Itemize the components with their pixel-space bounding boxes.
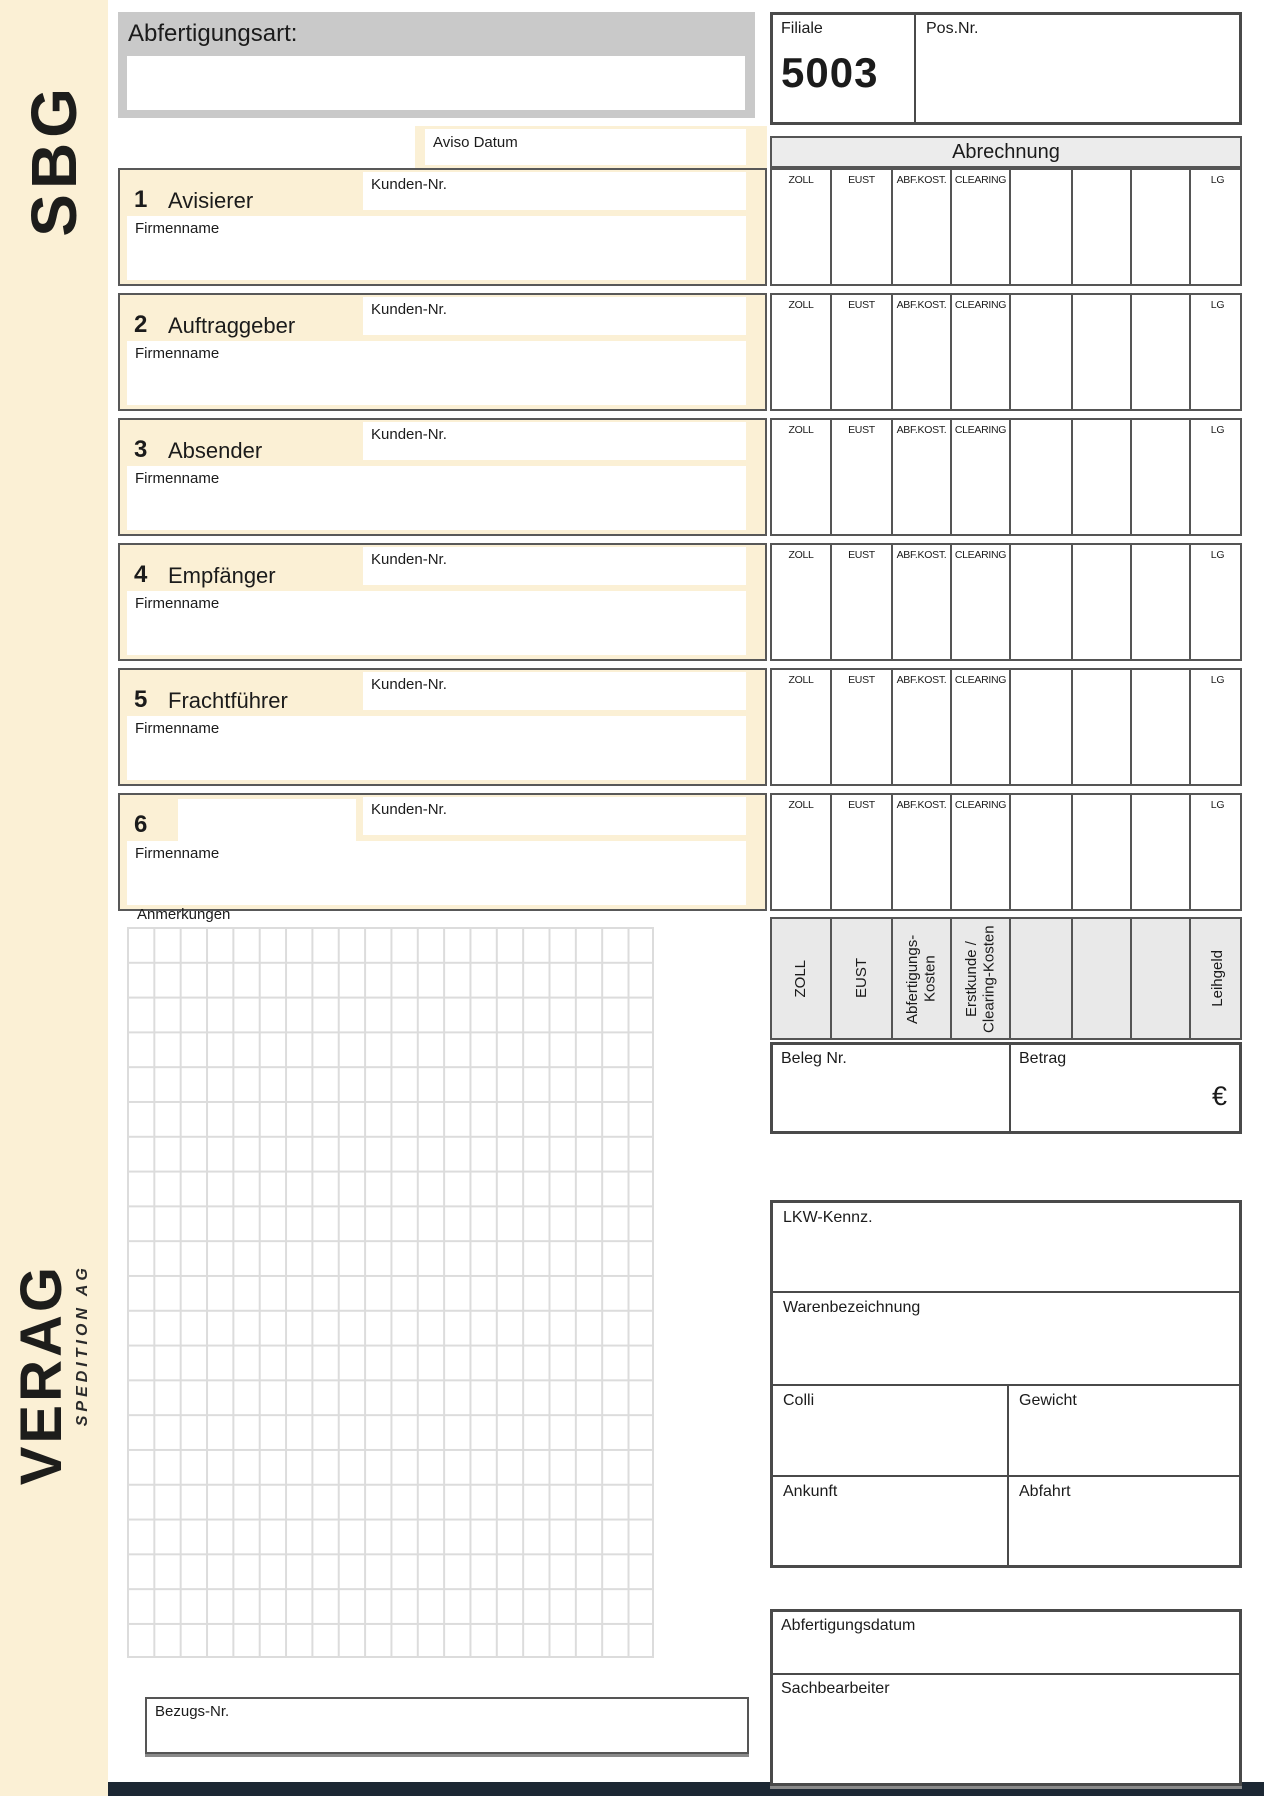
lkw-kennz-input[interactable] xyxy=(773,1203,1239,1293)
abrechnung-cell[interactable] xyxy=(1130,795,1189,909)
abrechnung-cell[interactable] xyxy=(1071,670,1130,784)
kunden-nr-label: Kunden-Nr. xyxy=(371,801,447,818)
abrechnung-cell[interactable]: ABF.KOST. xyxy=(891,795,950,909)
verag-logo-subtext: SPEDITION AG xyxy=(74,1264,91,1427)
kunden-nr-label: Kunden-Nr. xyxy=(371,301,447,318)
filiale-value: 5003 xyxy=(781,49,879,96)
abrechnung-cell[interactable]: LG xyxy=(1189,795,1244,909)
kunden-nr-input[interactable] xyxy=(363,797,746,835)
abrechnung-cell[interactable]: EUST xyxy=(830,795,891,909)
firmenname-label: Firmenname xyxy=(135,345,220,362)
kunden-nr-label: Kunden-Nr. xyxy=(371,676,447,693)
abrechnung-rows xyxy=(770,168,1242,911)
beleg-betrag-row xyxy=(770,1042,1242,1134)
abrechnung-header: Abrechnung xyxy=(770,136,1242,168)
abrechnung-cell[interactable]: ZOLL xyxy=(788,674,814,686)
ankunft-label: Ankunft xyxy=(783,1483,838,1500)
firmenname-label: Firmenname xyxy=(135,845,220,862)
gewicht-label: Gewicht xyxy=(1019,1392,1077,1409)
abrechnung-cell[interactable]: CLEARING xyxy=(950,420,1009,534)
abrechnung-cell[interactable]: CLEARING xyxy=(950,670,1009,784)
abrechnung-cell[interactable]: EUST xyxy=(830,670,891,784)
abrechnung-footer-cell: Abfertigungs-Kosten xyxy=(891,919,950,1038)
firmenname-label: Firmenname xyxy=(135,470,220,487)
abrechnung-footer-cell: EUST xyxy=(830,919,891,1038)
sbg-logo-text: SBG xyxy=(18,83,90,237)
abrechnung-cell[interactable]: EUST xyxy=(830,545,891,659)
kunden-nr-input[interactable] xyxy=(363,422,746,460)
abrechnung-footer-cell xyxy=(1071,919,1130,1038)
abrechnung-row xyxy=(770,543,1242,661)
kunden-nr-input[interactable] xyxy=(363,547,746,585)
firmenname-input[interactable] xyxy=(127,466,746,530)
abrechnung-cell[interactable]: ABF.KOST. xyxy=(891,170,950,284)
abrechnung-cell[interactable]: ABF.KOST. xyxy=(891,670,950,784)
party-section xyxy=(118,543,767,661)
abrechnung-footer-cell xyxy=(1009,919,1071,1038)
firmenname-label: Firmenname xyxy=(135,220,220,237)
abrechnung-cell[interactable] xyxy=(1130,545,1189,659)
anmerkungen-grid[interactable] xyxy=(127,927,654,1658)
filiale-posnr-box xyxy=(770,12,1242,125)
abrechnung-footer-cell: ZOLL xyxy=(792,959,810,998)
section-title: Absender xyxy=(168,438,263,463)
sections xyxy=(118,168,767,911)
firmenname-label: Firmenname xyxy=(135,720,220,737)
euro-symbol: € xyxy=(1211,1081,1227,1111)
abfertigungsart-box xyxy=(118,12,755,118)
abrechnung-cell[interactable] xyxy=(1130,420,1189,534)
abfertigungsdatum-input[interactable] xyxy=(773,1612,1239,1675)
abrechnung-cell[interactable] xyxy=(1071,795,1130,909)
abrechnung-cell[interactable]: ABF.KOST. xyxy=(891,545,950,659)
shipment-box xyxy=(770,1200,1242,1568)
abrechnung-cell[interactable] xyxy=(1071,295,1130,409)
aviso-datum-box xyxy=(415,126,767,168)
sachbearbeiter-input[interactable] xyxy=(773,1675,1239,1783)
abrechnung-cell[interactable] xyxy=(1009,170,1071,284)
section-title-input[interactable] xyxy=(178,799,356,841)
kunden-nr-input[interactable] xyxy=(363,297,746,335)
abrechnung-cell[interactable] xyxy=(1071,420,1130,534)
abrechnung-cell[interactable]: ZOLL xyxy=(788,424,814,436)
abrechnung-footer-cell: Erstkunde / Clearing-Kosten xyxy=(950,919,1009,1038)
betrag-label: Betrag xyxy=(1019,1050,1067,1067)
sidebar xyxy=(0,0,108,1796)
party-section xyxy=(118,668,767,786)
section-number: 6 xyxy=(134,811,148,838)
abrechnung-cell[interactable] xyxy=(1130,170,1189,284)
section-title: Frachtführer xyxy=(168,688,288,713)
filiale-label: Filiale xyxy=(781,20,823,37)
abfahrt-input[interactable] xyxy=(1009,1477,1239,1565)
abrechnung-cell[interactable]: LG xyxy=(1189,545,1244,659)
abrechnung-cell[interactable]: EUST xyxy=(830,295,891,409)
abrechnung-cell[interactable]: ZOLL xyxy=(788,299,814,311)
gewicht-input[interactable] xyxy=(1009,1386,1239,1475)
firmenname-input[interactable] xyxy=(127,216,746,280)
party-section xyxy=(118,168,767,286)
kunden-nr-label: Kunden-Nr. xyxy=(371,176,447,193)
warenbezeichnung-input[interactable] xyxy=(773,1293,1239,1386)
abrechnung-cell[interactable]: EUST xyxy=(830,170,891,284)
firmenname-input[interactable] xyxy=(127,716,746,780)
section-number: 2 xyxy=(134,311,148,338)
colli-label: Colli xyxy=(783,1392,815,1409)
abrechnung-cell[interactable]: CLEARING xyxy=(950,545,1009,659)
beleg-nr-label: Beleg Nr. xyxy=(781,1050,847,1067)
abrechnung-row xyxy=(770,418,1242,536)
abrechnung-cell[interactable]: LG xyxy=(1189,420,1244,534)
verag-logo-text: VERAG xyxy=(9,1264,74,1486)
section-number: 4 xyxy=(134,561,148,588)
aviso-datum-label: Aviso Datum xyxy=(433,134,518,151)
party-section xyxy=(118,293,767,411)
abrechnung-footer-cell xyxy=(1130,919,1189,1038)
abfertigungsart-label: Abfertigungsart: xyxy=(128,20,298,47)
abfertigungsdatum-label: Abfertigungsdatum xyxy=(781,1617,916,1634)
abrechnung-cell[interactable] xyxy=(1009,795,1071,909)
aviso-datum-input[interactable] xyxy=(425,129,746,165)
abrechnung-cell[interactable]: ZOLL xyxy=(788,174,814,186)
abrechnung-cell[interactable] xyxy=(1071,545,1130,659)
lkw-kennz-label: LKW-Kennz. xyxy=(783,1209,873,1226)
abrechnung-row xyxy=(770,293,1242,411)
abrechnung-footer xyxy=(770,917,1242,1040)
abrechnung-footer-cell: Leihgeld xyxy=(1189,919,1244,1038)
abrechnung-cell[interactable]: CLEARING xyxy=(950,170,1009,284)
firmenname-input[interactable] xyxy=(127,341,746,405)
section-number: 1 xyxy=(134,186,148,213)
abrechnung-cell[interactable] xyxy=(1009,545,1071,659)
party-section xyxy=(118,418,767,536)
section-number: 5 xyxy=(134,686,148,713)
abrechnung-cell[interactable]: LG xyxy=(1189,295,1244,409)
abrechnung-cell[interactable]: ABF.KOST. xyxy=(891,295,950,409)
anmerkungen-label: Anmerkungen xyxy=(137,906,231,923)
bezugs-nr-label: Bezugs-Nr. xyxy=(155,1703,230,1720)
section-number: 3 xyxy=(134,436,148,463)
abrechnung-cell[interactable]: ZOLL xyxy=(788,799,814,811)
kunden-nr-label: Kunden-Nr. xyxy=(371,426,447,443)
firmenname-input[interactable] xyxy=(127,841,746,905)
abrechnung-cell[interactable]: CLEARING xyxy=(950,795,1009,909)
abrechnung-cell[interactable] xyxy=(1130,295,1189,409)
abrechnung-cell[interactable] xyxy=(1009,295,1071,409)
sachbearbeiter-label: Sachbearbeiter xyxy=(781,1680,890,1697)
kunden-nr-input[interactable] xyxy=(363,172,746,210)
firmenname-input[interactable] xyxy=(127,591,746,655)
abrechnung-row xyxy=(770,793,1242,911)
ankunft-input[interactable] xyxy=(773,1477,1009,1565)
abfertigungsart-input[interactable] xyxy=(127,56,745,110)
pos-nr-label: Pos.Nr. xyxy=(926,20,979,37)
sbg-logo xyxy=(0,40,108,280)
verag-logo xyxy=(0,1215,108,1535)
section-title: Auftraggeber xyxy=(168,313,296,338)
section-title: Avisierer xyxy=(168,188,254,213)
abrechnung-cell[interactable] xyxy=(1071,170,1130,284)
abrechnung-cell[interactable] xyxy=(1009,670,1071,784)
abrechnung-cell[interactable]: ZOLL xyxy=(788,549,814,561)
warenbezeichnung-label: Warenbezeichnung xyxy=(783,1299,921,1316)
beleg-nr-input[interactable] xyxy=(773,1045,1011,1131)
colli-input[interactable] xyxy=(773,1386,1009,1475)
filiale-cell xyxy=(773,15,916,122)
abrechnung-cell[interactable]: LG xyxy=(1189,170,1244,284)
abfahrt-label: Abfahrt xyxy=(1019,1483,1071,1500)
abrechnung-row xyxy=(770,668,1242,786)
processing-box xyxy=(770,1609,1242,1786)
firmenname-label: Firmenname xyxy=(135,595,220,612)
abrechnung-cell[interactable] xyxy=(1130,670,1189,784)
pos-nr-input[interactable] xyxy=(916,15,1239,122)
section-title: Empfänger xyxy=(168,563,276,588)
colli-gewicht-row xyxy=(773,1386,1239,1477)
party-section xyxy=(118,793,767,911)
abrechnung-cell[interactable]: EUST xyxy=(830,420,891,534)
kunden-nr-input[interactable] xyxy=(363,672,746,710)
ankunft-abfahrt-row xyxy=(773,1477,1239,1565)
betrag-input[interactable] xyxy=(1011,1045,1239,1131)
abrechnung-cell[interactable]: CLEARING xyxy=(950,295,1009,409)
abrechnung-row xyxy=(770,168,1242,286)
abrechnung-cell[interactable]: LG xyxy=(1189,670,1244,784)
abrechnung-cell[interactable]: ABF.KOST. xyxy=(891,420,950,534)
kunden-nr-label: Kunden-Nr. xyxy=(371,551,447,568)
bezugs-nr-box[interactable] xyxy=(145,1697,749,1754)
abrechnung-cell[interactable] xyxy=(1009,420,1071,534)
